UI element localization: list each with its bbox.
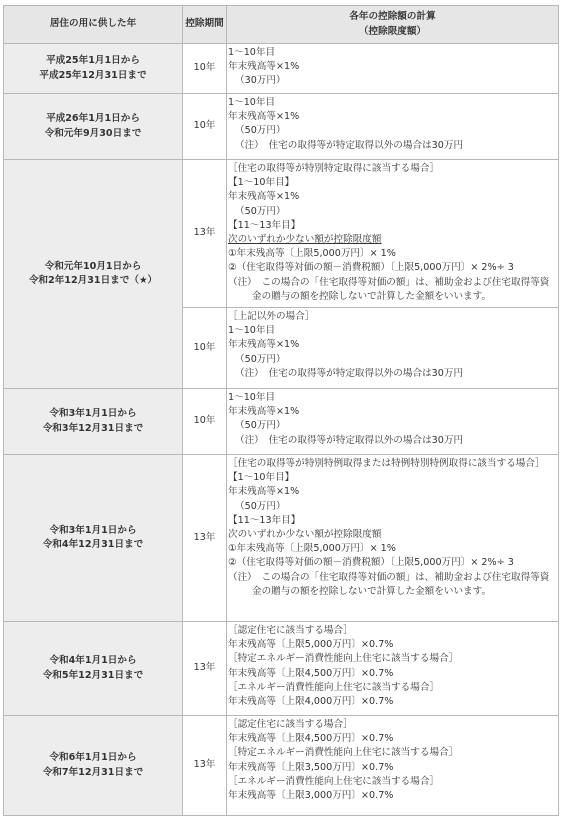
calc-line: 【11～13年目】	[228, 219, 301, 231]
calc-line: 年末残高等〔上限4,000万円〕×0.7%	[228, 696, 394, 708]
calc-line: ①年末残高等〔上限5,000万円〕× 1%	[228, 543, 396, 555]
calc-line: （注） 住宅の取得等が特定取得以外の場合は30万円	[235, 367, 464, 379]
year-line: 平成25年12月31日まで	[39, 69, 147, 81]
calc-line: ［認定住宅に該当する場合］	[228, 719, 353, 730]
calc-line: （50万円）	[235, 205, 286, 217]
table-row	[4, 622, 559, 716]
calc-line: 年末残高等×1%	[228, 61, 300, 73]
calc-line: ［住宅の取得等が特別特例取得または特例特別特例取得に該当する場合］	[228, 458, 545, 469]
calc-line: 【11～13年目】	[228, 514, 301, 526]
header-calc-title: 各年の控除額の計算	[349, 11, 436, 23]
header-row	[4, 6, 559, 44]
calc-line: （30万円）	[235, 75, 286, 87]
year-cell	[4, 94, 183, 160]
calc-line: （注） 住宅の取得等が特定取得以外の場合は30万円	[235, 139, 464, 151]
term-cell: 10年	[183, 44, 227, 94]
year-line: 令和4年12月31日まで	[42, 539, 144, 550]
calc-line: 年末残高等〔上限4,500万円〕×0.7%	[228, 667, 394, 679]
year-cell	[4, 44, 183, 94]
header-term: 控除期間	[183, 6, 227, 44]
calc-line: （注） この場合の「住宅取得等対価の額」は、補助金および住宅取得等資金の贈与の額を控除しないで計算した金額をいいます。	[228, 276, 550, 302]
calc-line: （50万円）	[235, 420, 286, 432]
calc-cell	[227, 622, 559, 716]
calc-line: 年末残高等×1%	[228, 111, 300, 123]
year-line: 令和6年1月1日から	[49, 752, 137, 764]
term-cell: 13年	[183, 160, 227, 308]
year-cell	[4, 622, 183, 716]
year-line: 令和3年12月31日まで	[42, 422, 144, 434]
year-line: 令和7年12月31日まで	[42, 766, 144, 778]
term-cell: 10年	[183, 389, 227, 455]
calc-cell	[227, 44, 559, 94]
year-cell	[4, 389, 183, 455]
calc-line: ①年末残高等〔上限5,000万円〕× 1%	[228, 248, 396, 260]
year-cell	[4, 455, 183, 622]
calc-line: ［住宅の取得等が特別特定取得に該当する場合］	[228, 163, 440, 174]
calc-line: 次のいずれか少ない額が控除限度額	[228, 234, 382, 246]
calc-line: （50万円）	[235, 125, 286, 137]
term-cell: 13年	[183, 716, 227, 816]
table-row	[4, 44, 559, 94]
calc-line: ［認定住宅に該当する場合］	[228, 625, 353, 636]
deduction-table	[3, 5, 559, 816]
year-line: 令和3年1月1日から	[49, 408, 137, 420]
year-line: 令和元年9月30日まで	[44, 127, 142, 139]
calc-line: 年末残高等〔上限3,500万円〕×0.7%	[228, 761, 394, 773]
year-line: 平成25年1月1日から	[46, 55, 140, 67]
year-line: 令和5年12月31日まで	[42, 669, 144, 681]
calc-line: （注） 住宅の取得等が特定取得以外の場合は30万円	[235, 434, 464, 446]
table-row	[4, 94, 559, 160]
term-cell: 13年	[183, 455, 227, 622]
year-cell	[4, 716, 183, 816]
calc-line: 年末残高等〔上限5,000万円〕×0.7%	[228, 639, 394, 651]
calc-line: 1～10年目	[228, 47, 276, 58]
calc-line: 年末残高等×1%	[228, 406, 300, 418]
year-line: 令和2年12月31日まで（★）	[28, 275, 158, 286]
year-line: 平成26年1月1日から	[46, 113, 140, 125]
year-cell	[4, 160, 183, 389]
header-calc	[227, 6, 559, 44]
calc-line: （50万円）	[235, 500, 286, 512]
year-line: 令和元年10月1日から	[44, 260, 142, 272]
calc-cell	[227, 160, 559, 308]
table-row	[4, 160, 559, 308]
calc-line: 次のいずれか少ない額が控除限度額	[228, 529, 382, 541]
calc-line: 1～10年目	[228, 97, 276, 108]
table-row	[4, 389, 559, 455]
calc-line: （注） この場合の「住宅取得等対価の額」は、補助金および住宅取得等資金の贈与の額を控除しないで計算した金額をいいます。	[228, 571, 550, 597]
calc-line: ［特定エネルギー消費性能向上住宅に該当する場合］	[228, 653, 459, 665]
calc-line: （50万円）	[235, 353, 286, 365]
header-calc-subtitle: （控除限度額）	[358, 25, 427, 37]
calc-line: 年末残高等〔上限3,000万円〕×0.7%	[228, 790, 394, 802]
calc-line: ［エネルギー消費性能向上住宅に該当する場合］	[228, 681, 440, 693]
year-line: 令和3年1月1日から	[49, 524, 137, 536]
calc-line: ②（住宅取得等対価の額－消費税額）〔上限5,000万円〕× 2%÷ 3	[228, 557, 514, 569]
term-cell: 13年	[183, 622, 227, 716]
header-year: 居住の用に供した年	[4, 6, 183, 44]
calc-line: 【1～10年目】	[228, 177, 295, 189]
calc-line: ［上記以外の場合］	[228, 311, 315, 322]
calc-line: 年末残高等〔上限4,500万円〕×0.7%	[228, 733, 394, 745]
calc-cell	[227, 308, 559, 389]
calc-line: 年末残高等×1%	[228, 191, 300, 203]
calc-line: 【1～10年目】	[228, 472, 295, 484]
calc-line: ［エネルギー消費性能向上住宅に該当する場合］	[228, 775, 440, 787]
calc-line: 1～10年目	[228, 325, 276, 337]
term-cell: 10年	[183, 308, 227, 389]
table-row	[4, 716, 559, 816]
calc-cell	[227, 389, 559, 455]
calc-line: 年末残高等×1%	[228, 339, 300, 351]
year-line: 令和4年1月1日から	[49, 655, 137, 667]
calc-line: 年末残高等×1%	[228, 486, 300, 498]
calc-line: ②（住宅取得等対価の額－消費税額）〔上限5,000万円〕× 2%÷ 3	[228, 262, 514, 274]
term-cell: 10年	[183, 94, 227, 160]
calc-line: 1～10年目	[228, 392, 276, 403]
calc-cell	[227, 455, 559, 622]
calc-cell	[227, 94, 559, 160]
calc-line: ［特定エネルギー消費性能向上住宅に該当する場合］	[228, 747, 459, 759]
table-row	[4, 455, 559, 622]
calc-cell	[227, 716, 559, 816]
table-body	[4, 44, 559, 816]
